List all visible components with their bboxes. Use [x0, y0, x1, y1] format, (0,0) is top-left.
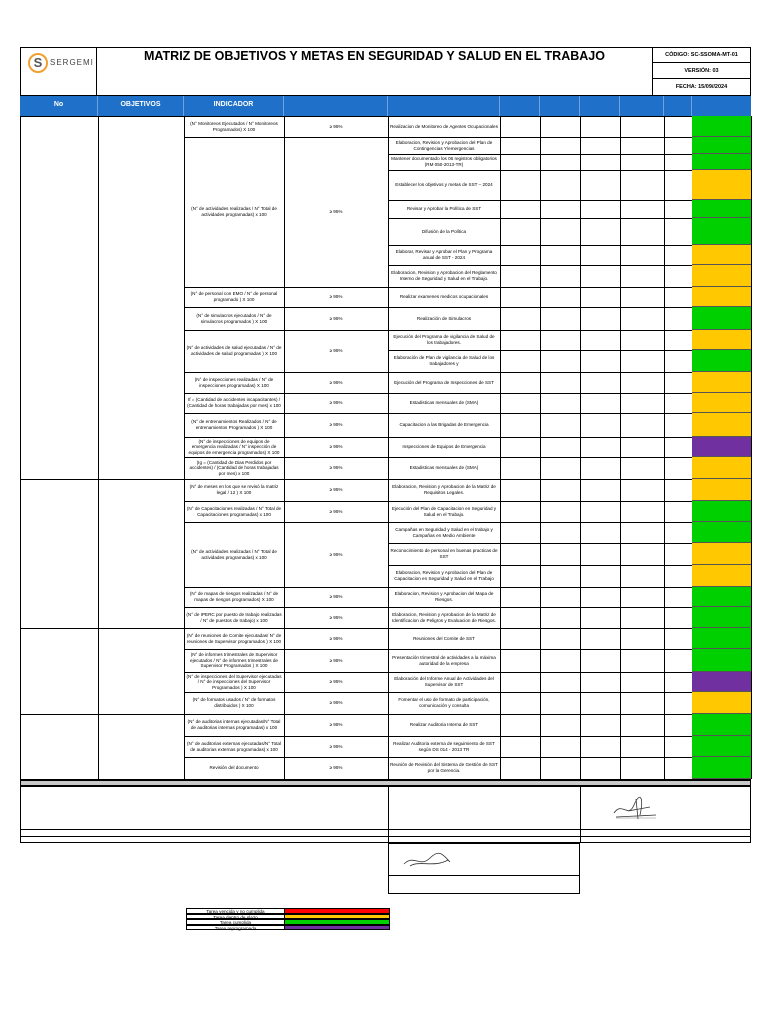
indicator-cell: (N° de auditorias internas ejecutadas/N° Total de auditorias internas programadas) x 100 [187, 719, 281, 730]
signature-divider [20, 829, 751, 830]
objective-group-divider [20, 479, 184, 480]
meta-cell: ≥ 95% [329, 465, 343, 471]
indicator-cell: (N° de formatos usados / N° de formatos distribuidos ) X 100 [192, 697, 276, 708]
second-signature-divider [388, 875, 580, 876]
activity-cell: Establecer los objetivos y metas de SST – 2024 [395, 182, 493, 188]
meta-cell: ≥ 95% [329, 765, 343, 771]
status-cell-green [692, 714, 751, 736]
activity-cell: Difusión de la Política [421, 228, 467, 234]
activity-cell: Elaboración del Informe Anual de Actividades del Supervisor de SST [394, 676, 494, 687]
status-cell-yellow [692, 170, 751, 200]
status-cell-green [692, 522, 751, 543]
legend-swatch-purple [285, 926, 389, 930]
indicator-cell: (Ig = (Cantidad de Dias Perdidos por accidentes) / (Cantidad de horas trabajadas por mes) x 100 [189, 459, 279, 476]
status-cell-yellow [692, 372, 751, 393]
activity-cell: Elaboracion, Revision y Aprobacion del Plan de Contingencias Y/emergencias [395, 139, 493, 151]
meta-cell: ≥ 95% [329, 400, 343, 406]
meta-cell: ≥ 95% [329, 743, 343, 749]
status-cell-green [692, 154, 751, 170]
activity-cell: Estadisticas mensuales de (SMA) [409, 400, 479, 406]
activity-cell: Reuniones del Comite de SST [413, 635, 475, 641]
status-cell-green [692, 628, 751, 649]
meta-cell: ≥ 95% [329, 700, 343, 706]
status-cell-yellow [692, 287, 751, 307]
objective-group-divider [20, 628, 184, 629]
legend-swatch-red [285, 909, 389, 913]
indicator-cell: (N° de actividades realizadas / N° Total de actividades programadas) x 100 [191, 206, 277, 217]
document-code: CÓDIGO: SC-SSOMA-MT-01 [652, 47, 751, 63]
meta-cell: ≥ 95% [329, 722, 343, 728]
column-divider [580, 116, 581, 779]
activity-cell: Elaboracion, Revision y Aprobacion de la Matriz de Identificacion de Peligros y Evaluacion de Riesgos. [392, 611, 496, 623]
activity-cell: Estadisticas mensuales de (SMA) [409, 465, 479, 471]
status-cell-yellow [692, 479, 751, 501]
status-cell-green [692, 607, 751, 628]
logo-mark: S [33, 55, 43, 70]
indicator-cell: (N° de simulacros ejecutados / N° de simulacros programados ) X 100 [196, 312, 272, 324]
document-version: VERSIÓN: 03 [652, 63, 751, 79]
meta-cell: ≥ 95% [329, 657, 343, 663]
indicator-cell: (N° de actividades de salud ejecutadas / N° de actividades de salud programadas ) X 100 [186, 345, 282, 356]
status-cell-green [692, 200, 751, 218]
status-cell-green [692, 137, 751, 154]
indicator-cell: (N° de mapas de riesgos realizadas / N° de mapas de riesgos programados) X 100 [189, 591, 279, 602]
meta-cell: ≥ 95% [329, 551, 343, 557]
activity-cell: Mantener documentado los 06 registros obligatorios (RM 050-2013-TR) [391, 156, 497, 167]
indicator-cell: (N° de reuniones de Comite ejecutadas/ N° de reuniones de Supervisor programados ) X 100 [186, 632, 282, 644]
status-cell-yellow [692, 457, 751, 479]
status-cell-yellow [692, 565, 751, 587]
column-divider [540, 116, 541, 779]
meta-cell: ≥ 95% [329, 123, 343, 129]
status-cell-yellow [692, 245, 751, 265]
meta-cell: ≥ 95% [329, 209, 343, 215]
indicator-cell: Revisión del documento [209, 765, 259, 771]
activity-cell: Elaboracion, Revision y Aprobacion del Mapa de Riesgos. [394, 591, 494, 602]
status-cell-green [692, 736, 751, 757]
meta-cell: ≥ 95% [329, 594, 343, 600]
activity-cell: Presentación trimestral de actividades a la máxima autoridad de la empresa [392, 654, 496, 666]
indicator-cell: (N° de entrenamientos Realizados / N° de entrenamientos Programados ) X 100 [191, 419, 277, 430]
column-divider [20, 116, 21, 779]
status-cell-green [692, 218, 751, 245]
status-cell-green [692, 757, 751, 779]
status-cell-green [692, 587, 751, 607]
status-cell-yellow [692, 330, 751, 350]
column-divider [500, 116, 501, 779]
col-header-no: No [20, 96, 98, 116]
indicator-cell: (N° de informes trimestrales de Supervisor ejecutados / N° de informes trimestrales de Supervisor Programados ) X 100 [190, 652, 278, 669]
column-divider [751, 116, 752, 779]
meta-cell: ≥ 95% [329, 635, 343, 641]
indicator-cell: (N° de meses en los que se revisó la matriz legal / 12 ) X 100 [189, 484, 279, 495]
signature-vline-2 [580, 786, 581, 843]
meta-cell: ≥ 95% [329, 679, 343, 685]
status-cell-green [692, 116, 751, 137]
activity-cell: Campañas en Seguridad y Salud en el trabajo y Campañas en Medio Ambiente [395, 526, 493, 538]
activity-cell: Reconocimiento de personal en buenas practicas de SST [390, 548, 498, 559]
signature-divider-2 [20, 836, 751, 837]
status-cell-yellow [692, 543, 751, 565]
company-name: SERGEMI [50, 58, 94, 67]
activity-cell: Realizacion de Monitoreo de Agentes Ocupacionales [390, 123, 498, 129]
activity-cell: Realizar Auditoria externa de seguimiento de SST según DS 014 - 2013 TR [393, 740, 495, 752]
column-divider [98, 116, 99, 779]
legend-label: Tarea cumplida [187, 920, 285, 924]
indicator-cell: (N° de inspecciones del Supervisor ejecutadas / N° de inspecciones del Supervisor Programados ) X 100 [186, 673, 282, 690]
status-cell-purple [692, 672, 751, 692]
col-header-indicador: INDICADOR [184, 96, 284, 116]
activity-cell: Ejecución del Plan de Capacitacion en Seguridad y Salud en el Trabajo. [391, 505, 497, 517]
legend-row [186, 925, 390, 931]
meta-cell: ≥ 95% [329, 487, 343, 493]
legend-label: Tarea dentro de plazo [187, 915, 285, 919]
indicator-cell: (N° de Capacitaciones realizadas / N° Total de Capacitaciones programadas) x 100 [186, 505, 282, 517]
col-header-objetivos: OBJETIVOS [98, 96, 184, 116]
activity-cell: Elaboracion, Revision y Aprobacion del Plan de Capacitacion en Seguridad y Salud en el Trabajo [394, 570, 494, 581]
meta-cell: ≥ 95% [329, 294, 343, 300]
document-title: MATRIZ DE OBJETIVOS Y METAS EN SEGURIDAD Y SALUD EN EL TRABAJO [144, 49, 605, 63]
meta-cell: ≥ 95% [329, 422, 343, 428]
indicator-cell: (N° de actividades realizadas / N° Total de actividades programadas) x 100 [191, 548, 277, 560]
activity-cell: Fomentar el uso de formato de participación, comunicación y consulta [398, 697, 490, 708]
legend-swatch-green [285, 920, 389, 924]
activity-cell: Elaborar, Revisar y Aprobar el Plan y Programa anual de SST - 2024 [395, 249, 493, 260]
status-cell-yellow [692, 265, 751, 287]
status-cell-yellow [692, 413, 751, 437]
second-signature-image [400, 850, 456, 872]
status-cell-green [692, 307, 751, 330]
signature-vline [388, 786, 389, 843]
activity-cell: Ejecución del Programa de Inspecciones de SST [394, 379, 494, 385]
activity-cell: Elaboración de Plan de vigilancia de Salud de los trabajadores y [393, 355, 495, 366]
activity-cell: Elaboracion, Revision y Aprobacion de la Matriz de Requisitos Legales. [392, 484, 496, 495]
signature-image [610, 793, 662, 823]
activity-cell: Elaboracion, Revision y Aprobacion del Reglamento Interno de Seguridad y Salud en el Trabajo. [391, 270, 497, 281]
status-cell-green [692, 501, 751, 522]
meta-cell: ≥ 95% [329, 348, 343, 354]
status-cell-yellow [692, 692, 751, 714]
activity-cell: Realizar examenes medicos ocupacionales [399, 294, 489, 300]
status-cell-green [692, 350, 751, 372]
objective-group-divider [20, 714, 184, 715]
activity-cell: Realización de Simulacros [416, 315, 472, 321]
indicator-cell: (N° de personal con EMO / N° de personal programado ) X 100 [190, 291, 278, 302]
activity-cell: Inspecciones de Equipos de Emergencia [402, 444, 486, 450]
indicator-cell: (N° de IPERC por puesto de trabajo realizadas / N° de puestos de trabajo) x 100 [186, 611, 282, 623]
meta-cell: ≥ 95% [329, 315, 343, 321]
status-cell-yellow [692, 393, 751, 413]
activity-cell: Capacitacion a las Brigadas de Emergencia [399, 422, 489, 428]
column-divider [664, 116, 665, 779]
meta-cell: ≥ 95% [329, 508, 343, 514]
meta-cell: ≥ 95% [329, 614, 343, 620]
legend-label: Tarea reprogramada [187, 926, 285, 930]
status-cell-green [692, 649, 751, 672]
meta-cell: ≥ 95% [329, 379, 343, 385]
activity-cell: Realizar Auditoria Interna de SST [409, 722, 479, 728]
indicator-cell: (N° de inspecciones de equipos de emergencia realizadas / N° inspección de equipos de emergencia programados) X 100 [188, 438, 280, 455]
legend-swatch-yellow [285, 915, 389, 919]
status-cell-purple [692, 437, 751, 457]
activity-cell: Ejecución del Programa de vigilancia de Salud de los trabajadores. [393, 334, 495, 345]
indicator-cell: (N° Monitoreos Ejecutados / N° Monitoreos Programados) X 100 [190, 120, 278, 132]
column-divider [620, 116, 621, 779]
meta-cell: ≥ 95% [329, 444, 343, 450]
activity-cell: Reunión de Revisión del Sistema de Gestión de SST por la Gerencia. [390, 762, 498, 773]
indicator-cell: (N° de inspecciones realizadas / N° de inspecciones programadas) X 100 [194, 376, 274, 388]
document-date: FECHA: 15/09//2024 [675, 84, 728, 90]
indicator-cell: (N° de auditorias externas ejecutadas/N° Total de auditorias externas programadas) x 100 [187, 740, 281, 752]
indicator-cell: If = (Cantidad de accidentes incapacitantes) / (Cantidad de horas trabajadas por mes) x 100 [187, 397, 281, 408]
activity-cell: Revisar y Aprobar la Política de SST [406, 206, 482, 212]
legend-label: Tarea vencida y no cumplida [187, 909, 285, 913]
